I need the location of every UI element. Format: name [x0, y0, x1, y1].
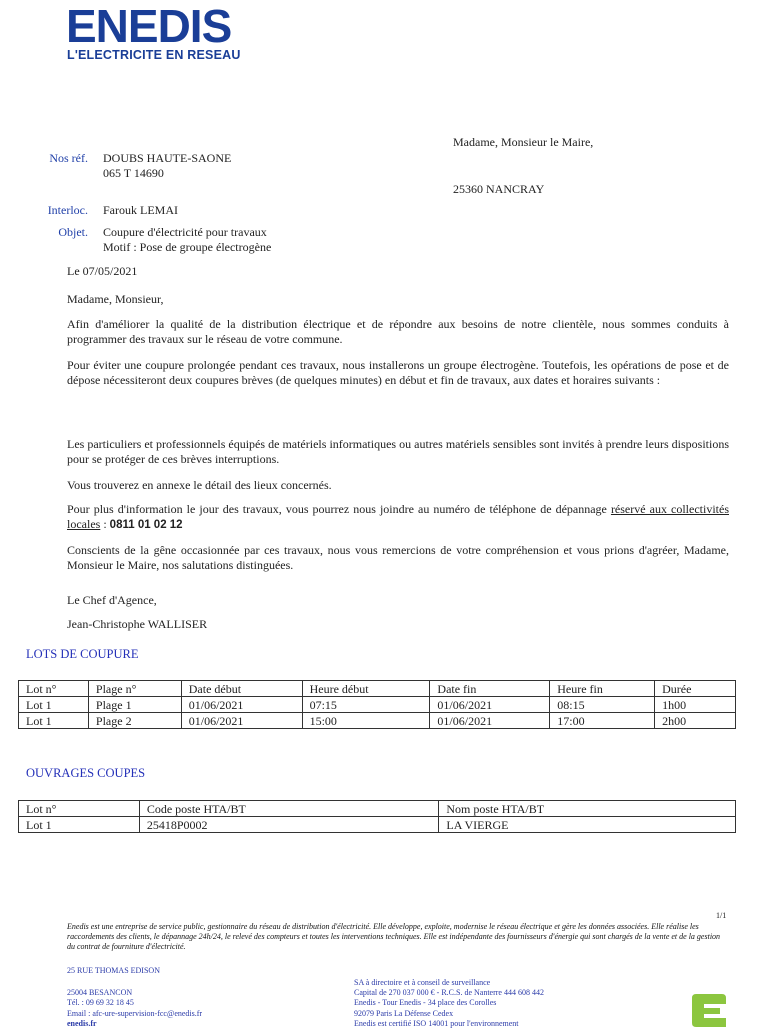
recipient-address: 25360 NANCRAY	[453, 182, 545, 196]
lots-header-row	[19, 681, 736, 697]
depannage-phone: 0811 01 02 12	[109, 519, 183, 531]
footer-email[interactable]: Email : afc-ure-supervision-fcc@enedis.fr	[67, 1009, 203, 1018]
legal-line-5: Enedis est certifié ISO 14001 pour l'environnement	[354, 1019, 519, 1028]
lots-header: Heure fin	[550, 681, 655, 697]
paragraph-6: Conscients de la gêne occasionnée par ces travaux, nous vous remercions de votre compréhension et vous prions d'agréer, Madame, Monsieur le Maire, nos salutations distinguées.	[67, 543, 729, 572]
table-cell: 08:15	[550, 697, 655, 713]
recipient-name: Madame, Monsieur le Maire,	[453, 135, 594, 149]
legal-line-2: Capital de 270 037 000 € - R.C.S. de Nanterre 444 608 442	[354, 988, 544, 997]
enedis-green-icon	[690, 992, 728, 1027]
table-row	[19, 817, 736, 833]
objet-line1: Coupure d'électricité pour travaux	[103, 225, 267, 239]
paragraph-2: Pour éviter une coupure prolongée pendant ces travaux, nous installerons un groupe électrogène. Toutefois, les opérations de pose et de dépose nécessiteront deux coupures brèves (de quelques minutes) en début et fin de travaux, aux dates et horaires suivants :	[67, 358, 729, 387]
lots-title: LOTS DE COUPURE	[26, 647, 139, 661]
table-cell: Lot 1	[19, 697, 89, 713]
interloc-label: Interloc.	[47, 203, 88, 217]
table-row	[19, 697, 736, 713]
nos-ref-label: Nos réf.	[49, 151, 88, 165]
table-cell: 17:00	[550, 713, 655, 729]
lots-header: Heure début	[302, 681, 430, 697]
paragraph-4: Vous trouverez en annexe le détail des lieux concernés.	[67, 478, 332, 492]
ouvrages-header: Nom poste HTA/BT	[439, 801, 736, 817]
footer-tel: Tél. : 09 69 32 18 45	[67, 998, 134, 1007]
nos-ref-line2: 065 T 14690	[103, 166, 164, 180]
table-cell: 2h00	[655, 713, 736, 729]
ouvrages-title: OUVRAGES COUPES	[26, 766, 146, 780]
letter-date: Le 07/05/2021	[67, 264, 138, 278]
table-cell: Lot 1	[19, 713, 89, 729]
legal-line-1: SA à directoire et à conseil de surveillance	[354, 978, 491, 987]
salutation: Madame, Monsieur,	[67, 292, 164, 306]
table-cell: Plage 2	[88, 713, 181, 729]
interloc-value: Farouk LEMAI	[103, 203, 178, 217]
table-cell: 07:15	[302, 697, 430, 713]
objet-label: Objet.	[58, 225, 88, 239]
nos-ref-line1: DOUBS HAUTE-SAONE	[103, 151, 232, 165]
table-cell: 25418P0002	[139, 817, 439, 833]
lots-header: Date début	[181, 681, 302, 697]
ouvrages-table	[18, 800, 736, 833]
footer-disclaimer: Enedis est une entreprise de service public, gestionnaire du réseau de distribution d'électricité. Elle développe, exploite, modernise le réseau électrique et gère les données associées. Elle réalise les raccordements des clients, le dépannage 24h/24, le relevé des compteurs et toutes les interventions techniques. Elle est indépendante des fournisseurs d'énergie qui sont chargés de la vente et de la gestion du contrat de fourniture d'électricité.	[67, 922, 721, 951]
ouvrages-header: Lot n°	[19, 801, 140, 817]
collectivites-link[interactable]: réservé aux collectivités locales	[67, 502, 729, 531]
paragraph-1: Afin d'améliorer la qualité de la distribution électrique et de répondre aux besoins de notre clientèle, nous sommes conduits à programmer des travaux sur le réseau de votre commune.	[67, 317, 729, 346]
lots-header: Durée	[655, 681, 736, 697]
table-cell: Lot 1	[19, 817, 140, 833]
enedis-logo	[66, 2, 241, 48]
table-cell: 01/06/2021	[430, 697, 550, 713]
address-street: 25 RUE THOMAS EDISON	[67, 966, 160, 975]
page-number: 1/1	[716, 911, 727, 920]
tagline: L'ELECTRICITE EN RESEAU	[67, 48, 241, 62]
objet-line2: Motif : Pose de groupe électrogène	[103, 240, 272, 254]
table-cell: LA VIERGE	[439, 817, 736, 833]
lots-header: Lot n°	[19, 681, 89, 697]
table-cell: 15:00	[302, 713, 430, 729]
signature-name: Jean-Christophe WALLISER	[67, 617, 208, 631]
table-cell: 01/06/2021	[181, 713, 302, 729]
address-city: 25004 BESANCON	[67, 988, 133, 997]
ouvrages-header: Code poste HTA/BT	[139, 801, 439, 817]
lots-header: Date fin	[430, 681, 550, 697]
paragraph-5	[67, 502, 729, 533]
legal-line-3: Enedis - Tour Enedis - 34 place des Corolles	[354, 998, 497, 1007]
table-cell: 01/06/2021	[181, 697, 302, 713]
lots-header: Plage n°	[88, 681, 181, 697]
lots-table	[18, 680, 736, 729]
table-row	[19, 713, 736, 729]
footer-website[interactable]: enedis.fr	[67, 1019, 97, 1028]
table-cell: 01/06/2021	[430, 713, 550, 729]
table-cell: 1h00	[655, 697, 736, 713]
ouvrages-header-row	[19, 801, 736, 817]
paragraph-5-sep: :	[100, 517, 110, 531]
legal-line-4: 92079 Paris La Défense Cedex	[354, 1009, 454, 1018]
table-cell: Plage 1	[88, 697, 181, 713]
signature-title: Le Chef d'Agence,	[67, 593, 157, 607]
paragraph-3: Les particuliers et professionnels équipés de matériels informatiques ou autres matériels sensibles sont invités à prendre leurs dispositions pour se protéger de ces brèves interruptions.	[67, 437, 729, 466]
paragraph-5-text: Pour plus d'information le jour des travaux, vous pourrez nous joindre au numéro de téléphone de dépannage	[67, 502, 611, 516]
svg-text:ENEDIS: ENEDIS	[66, 2, 232, 48]
